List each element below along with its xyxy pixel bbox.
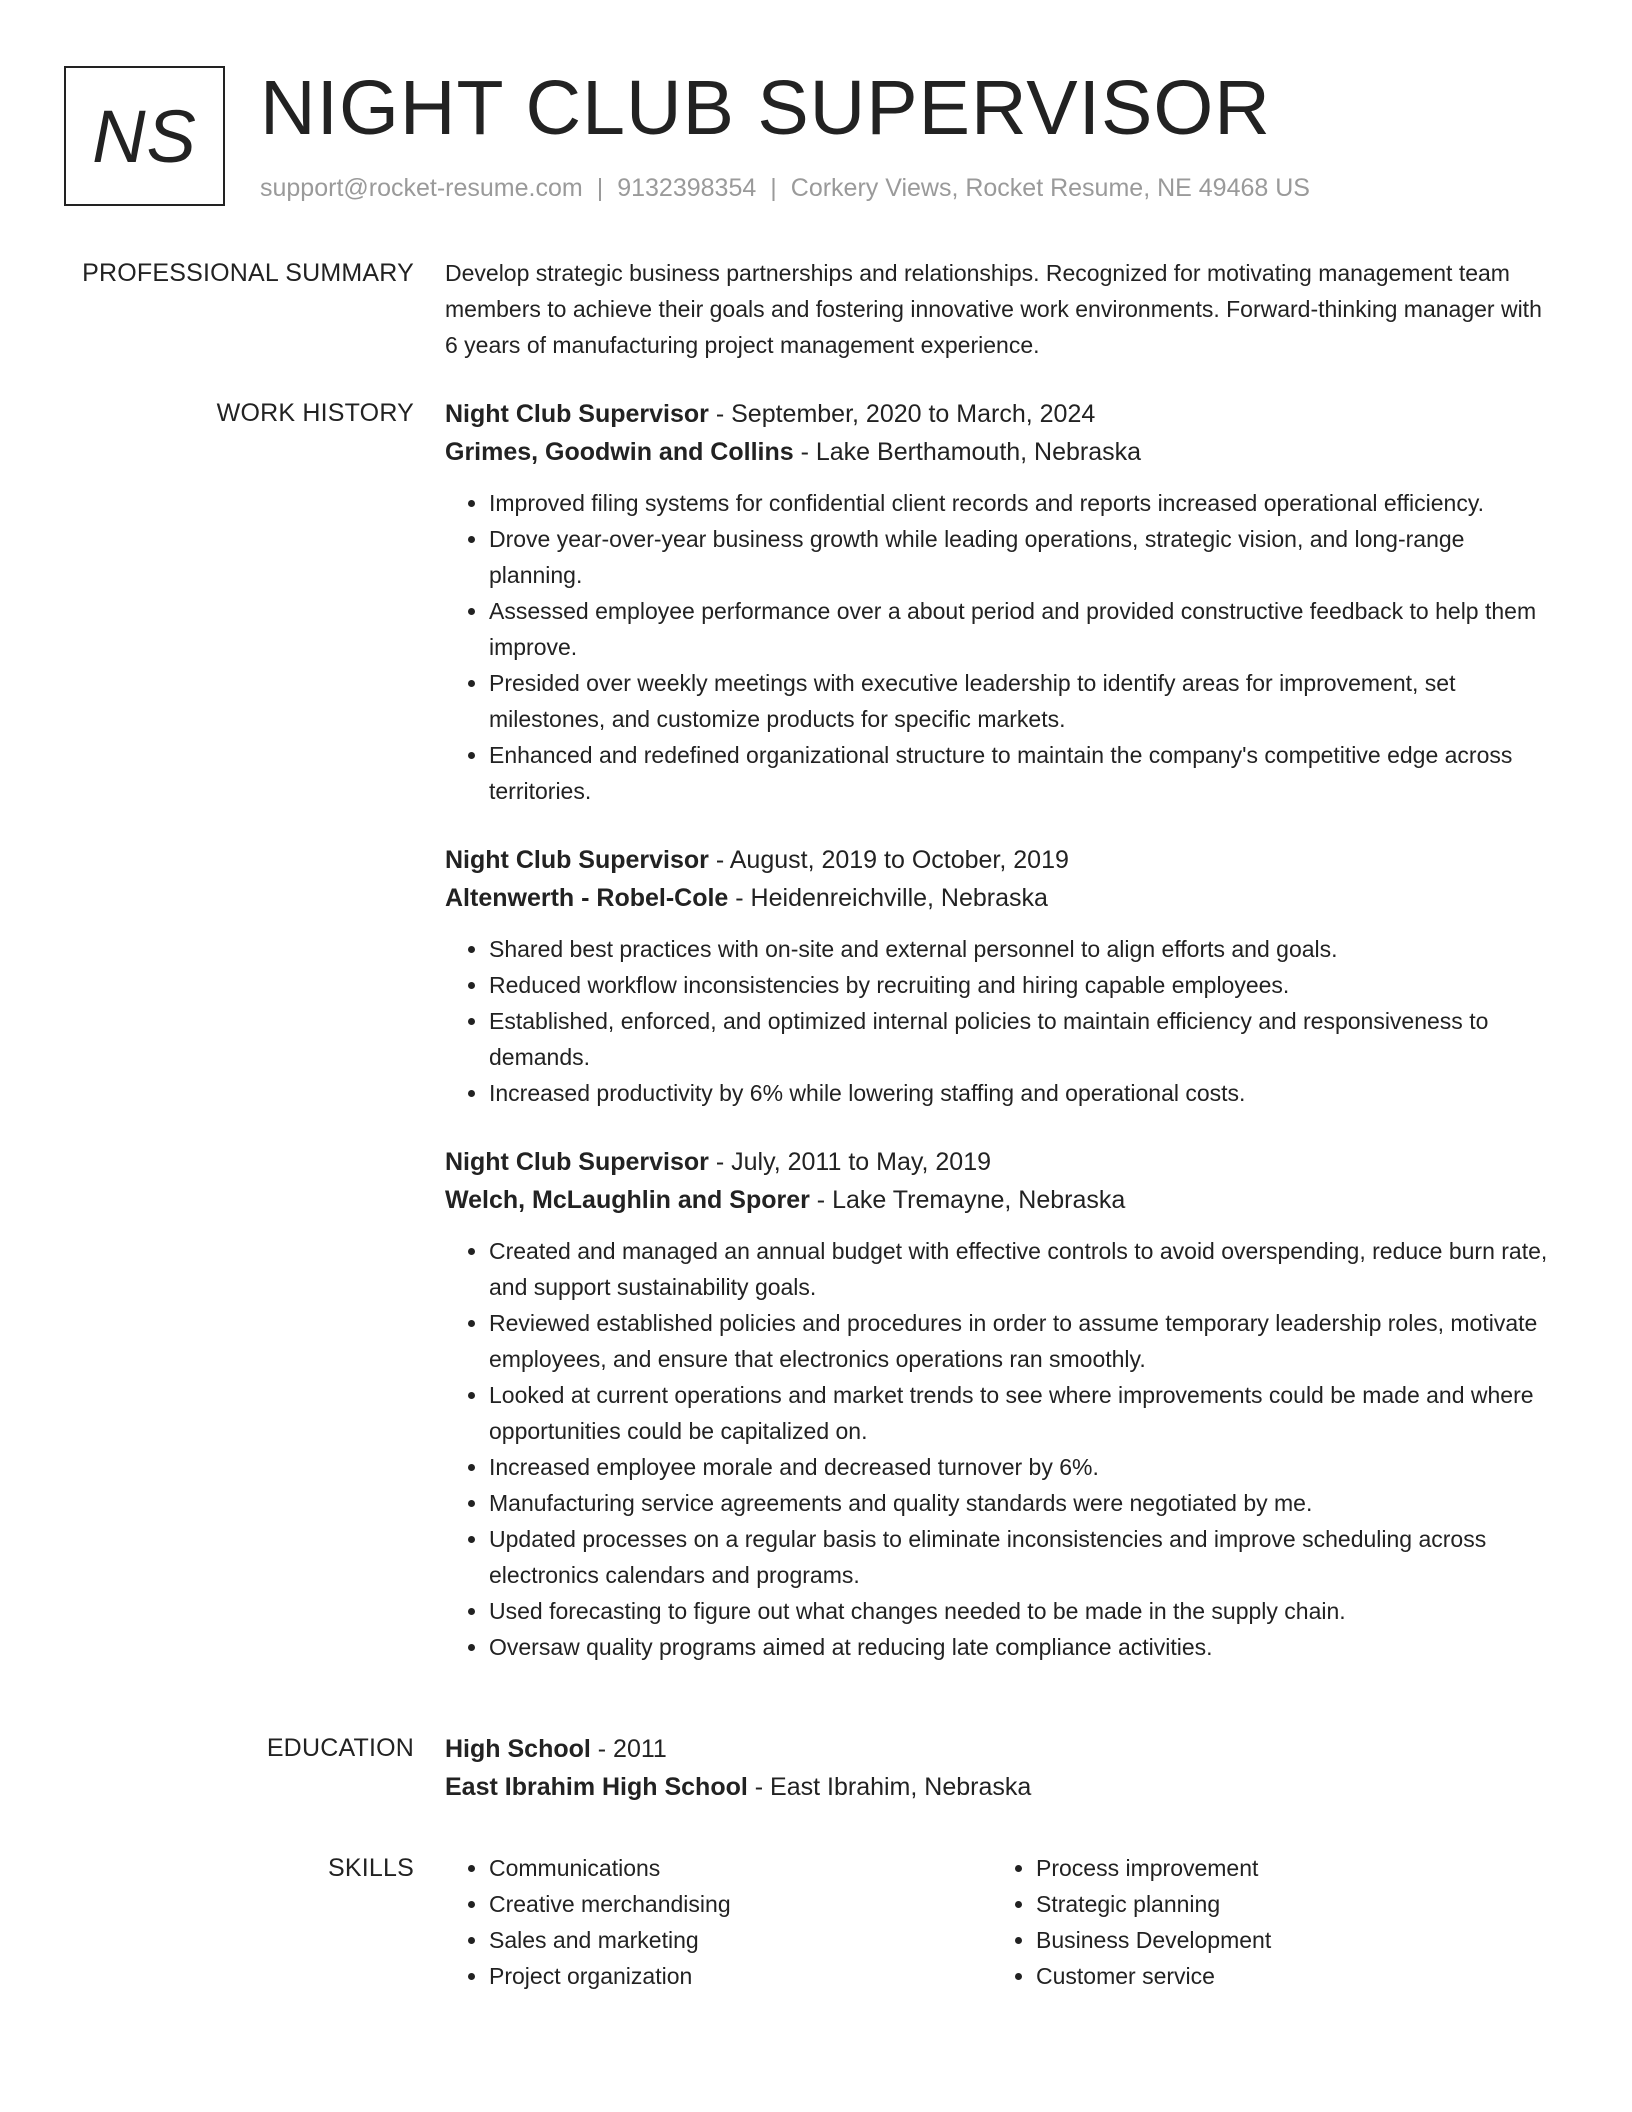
list-item: • Enhanced and redefined organizational structure to maintain the company's competitive edge across territories. [489,737,1555,809]
list-item: • Updated processes on a regular basis to eliminate inconsistencies and improve scheduling across electronics calendars and programs. [489,1521,1555,1593]
contact-phone[interactable]: 9132398354 [617,174,757,202]
education-title: EDUCATION [266,1734,414,1762]
list-item: • Established, enforced, and optimized internal policies to maintain efficiency and responsiveness to demands. [489,1003,1555,1075]
summary-title: PROFESSIONAL SUMMARY [82,259,414,287]
candidate-name: NIGHT CLUB SUPERVISOR [260,65,1271,151]
job-title-line [445,841,1555,879]
contact-address: Corkery Views, Rocket Resume, NE 49468 US [790,174,1310,202]
skill-item: • Sales and marketing [489,1922,992,1958]
job-company: Welch, McLaughlin and Sporer [445,1186,810,1214]
list-item: • Increased employee morale and decreased turnover by 6%. [489,1449,1555,1485]
list-item: • Manufacturing service agreements and quality standards were negotiated by me. [489,1485,1555,1521]
summary-text: Develop strategic business partnerships and relationships. Recognized for motivating management team members to achieve their goals and fostering innovative work environments. Forward-thinking manager with 6 years of manufacturing project management experience. [445,260,1542,358]
skill-item: • Process improvement [1036,1850,1539,1886]
job-entry [445,395,1555,809]
list-item: • Oversaw quality programs aimed at reducing late compliance activities. [489,1629,1555,1665]
skill-item: • Business Development [1036,1922,1539,1958]
initials-text: NS [92,94,197,178]
education-school: East Ibrahim High School [445,1773,748,1801]
contact-line [260,174,1310,203]
skill-item: • Creative merchandising [489,1886,992,1922]
job-title-line [445,1143,1555,1181]
contact-separator: | [596,174,604,202]
skill-item: • Communications [489,1850,992,1886]
job-dates: - August, 2019 to October, 2019 [708,846,1069,874]
resume-header [64,66,1564,216]
skill-item: • Strategic planning [1036,1886,1539,1922]
initials-monogram [64,66,225,206]
list-item: • Presided over weekly meetings with executive leadership to identify areas for improvement, set milestones, and customize products for specific markets. [489,665,1555,737]
contact-email[interactable]: support@rocket-resume.com [260,174,583,202]
job-dates: - September, 2020 to March, 2024 [708,400,1096,428]
job-company-line [445,433,1555,471]
skill-item: • Project organization [489,1958,992,1994]
job-entry [445,841,1555,1111]
skills-list-left [445,1850,992,1994]
job-role: Night Club Supervisor [445,400,709,428]
list-item: • Looked at current operations and market trends to see where improvements could be made and where opportunities could be capitalized on. [489,1377,1555,1449]
job-company-line [445,1181,1555,1219]
list-item: • Reduced workflow inconsistencies by recruiting and hiring capable employees. [489,967,1555,1003]
education-location: - East Ibrahim, Nebraska [747,1773,1032,1801]
job-title-line [445,395,1555,433]
work-history-title: WORK HISTORY [216,399,414,427]
contact-separator: | [770,174,777,202]
list-item: • Used forecasting to figure out what changes needed to be made in the supply chain. [489,1593,1555,1629]
skill-item: • Customer service [1036,1958,1539,1994]
job-dates: - July, 2011 to May, 2019 [708,1148,991,1176]
job-location: - Heidenreichville, Nebraska [728,884,1048,912]
list-item: • Increased productivity by 6% while lowering staffing and operational costs. [489,1075,1555,1111]
job-company: Grimes, Goodwin and Collins [445,438,794,466]
job-location: - Lake Berthamouth, Nebraska [793,438,1142,466]
list-item: • Created and managed an annual budget with effective controls to avoid overspending, reduce burn rate, and support sustainability goals. [489,1233,1555,1305]
job-role: Night Club Supervisor [445,846,709,874]
skills-list-right [992,1850,1539,1994]
job-duties-list [445,485,1555,809]
skills-columns [445,1850,1555,1994]
list-item: • Improved filing systems for confidential client records and reports increased operational efficiency. [489,485,1555,521]
job-company-line [445,879,1555,917]
list-item: • Assessed employee performance over a about period and provided constructive feedback to help them improve. [489,593,1555,665]
list-item: • Drove year-over-year business growth while leading operations, strategic vision, and long-range planning. [489,521,1555,593]
job-duties-list [445,931,1555,1111]
job-entry [445,1143,1555,1665]
education-school-line [445,1768,1555,1806]
education-degree-line [445,1730,1555,1768]
list-item: • Shared best practices with on-site and external personnel to align efforts and goals. [489,931,1555,967]
skills-title: SKILLS [328,1854,414,1882]
list-item: • Reviewed established policies and procedures in order to assume temporary leadership roles, motivate employees, and ensure that electronics operations ran smoothly. [489,1305,1555,1377]
job-company: Altenwerth - Robel-Cole [445,884,729,912]
education-year: - 2011 [590,1735,667,1763]
job-location: - Lake Tremayne, Nebraska [809,1186,1126,1214]
job-duties-list [445,1233,1555,1665]
education-degree: High School [445,1735,591,1763]
job-role: Night Club Supervisor [445,1148,709,1176]
